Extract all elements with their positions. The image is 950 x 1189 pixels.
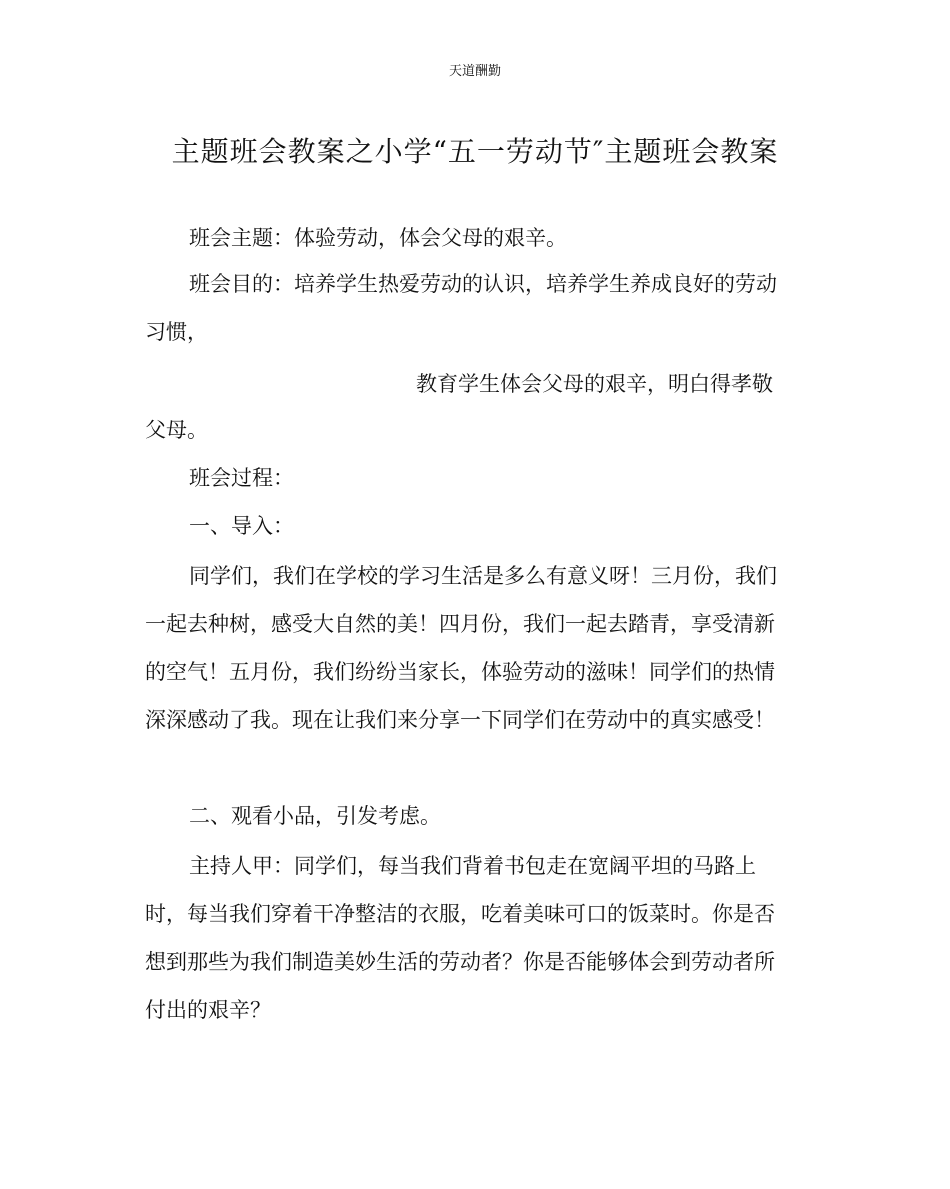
document-title: 主题班会教案之小学“五一劳动节″主题班会教案: [171, 135, 779, 168]
section-2-heading: 二、观看小品，引发考虑。: [189, 804, 441, 828]
intro-paragraph-line-1: 同学们，我们在学校的学习生活是多么有意义呀！三月份，我们: [189, 564, 777, 588]
host-a-line-1: 主持人甲：同学们，每当我们背着书包走在宽阔平坦的马路上: [189, 854, 756, 878]
meeting-purpose: 班会目的：培养学生热爱劳动的认识，培养学生养成良好的劳动: [189, 272, 777, 296]
meeting-process-heading: 班会过程：: [189, 466, 294, 490]
meeting-theme: 班会主题：体验劳动，体会父母的艰辛。: [189, 226, 567, 250]
host-a-line-2: 时，每当我们穿着干净整洁的衣服，吃着美味可口的饭菜时。你是否: [145, 902, 775, 926]
meeting-purpose-line2: 教育学生体会父母的艰辛，明白得孝敬: [416, 372, 773, 396]
host-a-line-4: 付出的艰辛？: [145, 998, 271, 1022]
meeting-purpose-line2-cont: 父母。: [145, 418, 208, 442]
meeting-purpose-cont: 习惯，: [145, 320, 208, 344]
page-header: 天道酬勤: [448, 64, 501, 79]
section-1-heading: 一、导入：: [189, 514, 294, 538]
host-a-line-3: 想到那些为我们制造美妙生活的劳动者？你是否能够体会到劳动者所: [145, 950, 775, 974]
intro-paragraph-line-4: 深深感动了我。现在让我们来分享一下同学们在劳动中的真实感受！: [145, 708, 775, 732]
intro-paragraph-line-2: 一起去种树，感受大自然的美！四月份，我们一起去踏青，享受清新: [145, 612, 775, 636]
intro-paragraph-line-3: 的空气！五月份，我们纷纷当家长，体验劳动的滋味！同学们的热情: [145, 660, 775, 684]
